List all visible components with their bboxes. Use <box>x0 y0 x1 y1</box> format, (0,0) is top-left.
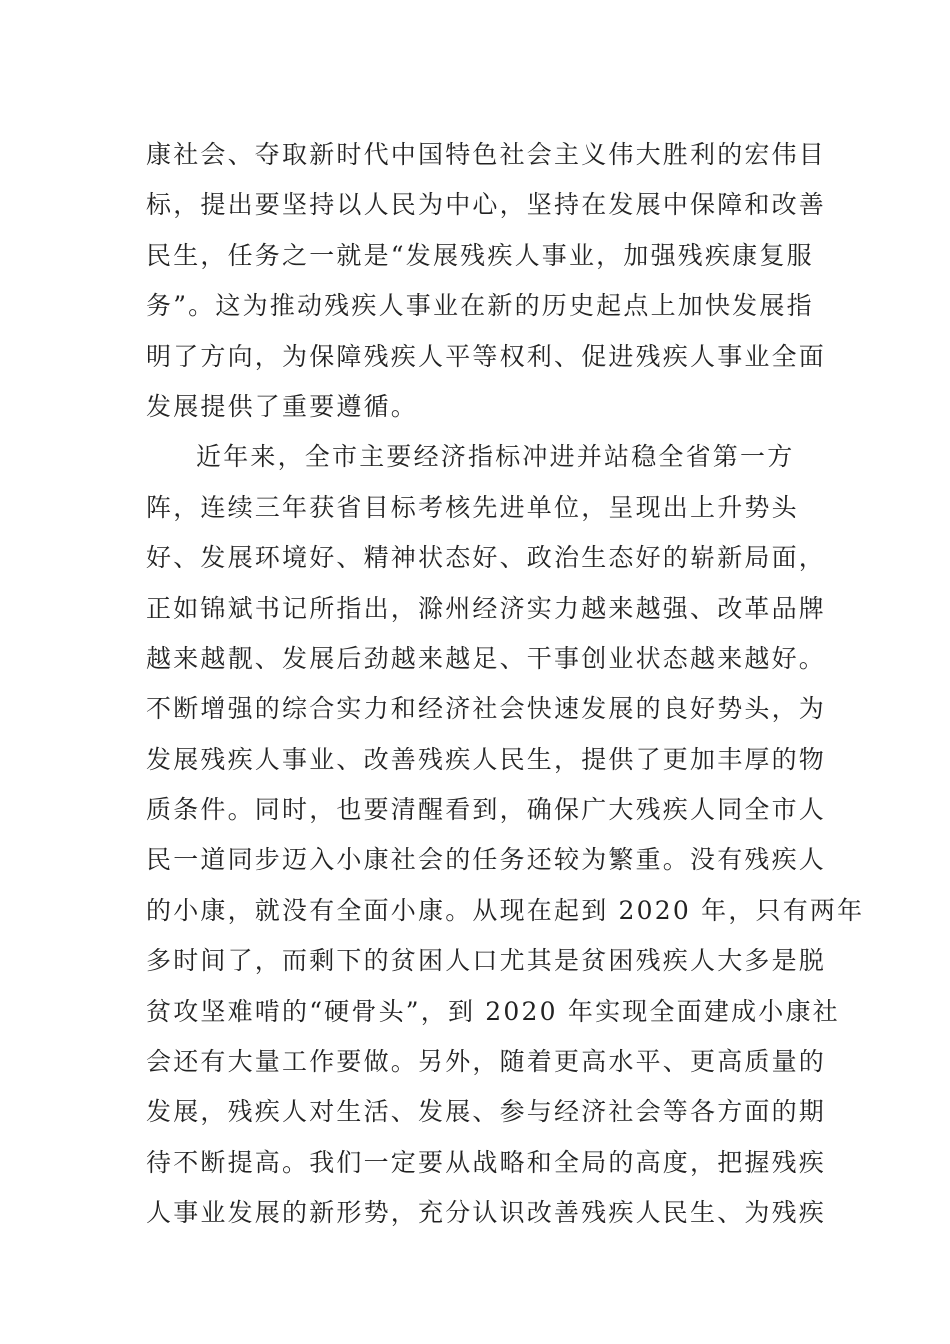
text-line: 明了方向，为保障残疾人平等权利、促进残疾人事业全面 <box>146 341 827 371</box>
text-line: 阵，连续三年获省目标考核先进单位，呈现出上升势头 <box>146 492 799 522</box>
text-line: 多时间了，而剩下的贫困人口尤其是贫困残疾人大多是脱 <box>146 946 827 976</box>
text-line: 发展提供了重要遵循。 <box>146 391 419 421</box>
text-line: 贫攻坚难啃的“硬骨头”，到 2020 年实现全面建成小康社 <box>146 996 840 1026</box>
text-line: 好、发展环境好、精神状态好、政治生态好的崭新局面， <box>146 543 827 573</box>
text-line: 发展，残疾人对生活、发展、参与经济社会等各方面的期 <box>146 1097 827 1127</box>
text-line: 康社会、夺取新时代中国特色社会主义伟大胜利的宏伟目 <box>146 140 827 169</box>
text-line: 人事业发展的新形势，充分认识改善残疾人民生、为残疾 <box>146 1198 827 1228</box>
paragraph-2 <box>146 432 865 1238</box>
text-line: 发展残疾人事业、改善残疾人民生，提供了更加丰厚的物 <box>146 744 827 774</box>
text-line: 越来越靓、发展后劲越来越足、干事创业状态越来越好。 <box>146 643 827 673</box>
text-line: 的小康，就没有全面小康。从现在起到 2020 年，只有两年 <box>146 895 865 925</box>
paragraph-1 <box>146 130 827 432</box>
text-line: 民一道同步迈入小康社会的任务还较为繁重。没有残疾人 <box>146 845 827 875</box>
text-line: 质条件。同时，也要清醒看到，确保广大残疾人同全市人 <box>146 795 827 825</box>
text-line: 待不断提高。我们一定要从战略和全局的高度，把握残疾 <box>146 1147 827 1177</box>
body-text <box>146 130 865 1239</box>
text-line: 务”。这为推动残疾人事业在新的历史起点上加快发展指 <box>146 291 814 321</box>
text-line: 正如锦斌书记所指出，滁州经济实力越来越强、改革品牌 <box>146 593 827 623</box>
text-line: 民生，任务之一就是“发展残疾人事业，加强残疾康复服 <box>146 240 814 270</box>
text-line: 不断增强的综合实力和经济社会快速发展的良好势头，为 <box>146 694 827 724</box>
text-line: 近年来，全市主要经济指标冲进并站稳全省第一方 <box>196 442 795 472</box>
text-line: 标，提出要坚持以人民为中心，坚持在发展中保障和改善 <box>146 190 827 220</box>
text-line: 会还有大量工作要做。另外，随着更高水平、更高质量的 <box>146 1047 827 1077</box>
